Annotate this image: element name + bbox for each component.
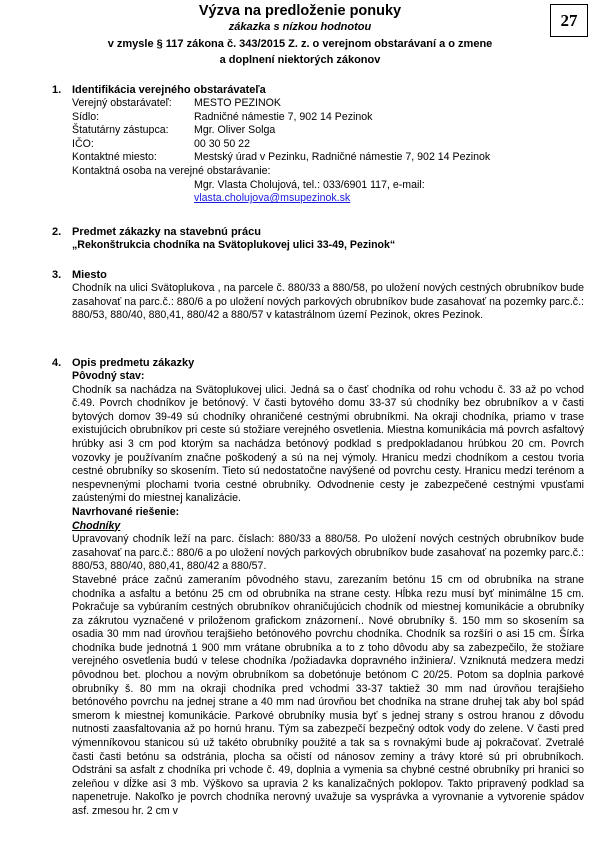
section-number: 4. xyxy=(52,357,62,369)
section-number: 3. xyxy=(52,269,62,281)
original-state-text: Chodník sa nachádza na Svätoplukovej ulici. Jedná sa o časť chodníka od rohu vchodu č. 33 až po vchod č.49. Povrch chodníkov je betónový. V časti bytového domu 33-37 sú chodníky bez obrubníkov a v časti bytových domov 39-49 sú chodníky ohraničené cestnými obrubníkmi. Na okraji chodníka, priamo v trase existujúcich obrubníkov pri ceste sú stožiare verejného osvetlenia. Miestna komunikácia má povrch asfaltový hrúbky asi 3 cm pod ktorým sa nachádza betónový podklad s predpokladanou hrúbkou 20 cm. Povrch vozovky je používaním značne poškodený a sú na nej výmoly. Hranicu medzi chodníkom a cestou tvoria cestné obrubníky so skosením. Tieto sú nedostatočne navýšené od povrchu cesty. Hranicu medzi terénom a nespevnenými plochami tvoria cestné obrubníky. Odvodnenie cesty je zabezpečené cestnými vpusťami zaústenými do miestnej kanalizácie. xyxy=(72,383,584,505)
section-4-body xyxy=(72,370,584,819)
detail-value: MESTO PEZINOK xyxy=(194,97,281,109)
section-number: 1. xyxy=(52,84,62,96)
sidewalks-paragraph-1: Upravovaný chodník leží na parc. číslach: 880/33 a 880/58. Po uložení nových cestných obrubníkov bude zasahovať na parc.č.: 880/6 a po uložení nových parkových obrubníkov bude zasahovať na pozemky parc.č.: 880/53, 880/40, 880,41, 880/42 a 880/57. xyxy=(72,533,584,573)
original-state-heading: Pôvodný stav: xyxy=(72,370,145,382)
section-title: Predmet zákazky na stavebnú prácu xyxy=(72,226,261,238)
section-title: Miesto xyxy=(72,269,107,281)
sidewalks-heading: Chodníky xyxy=(72,519,121,532)
section-4-heading xyxy=(52,357,194,369)
detail-row xyxy=(72,138,584,152)
detail-value: Radničné námestie 7, 902 14 Pezinok xyxy=(194,110,373,123)
detail-label: IČO: xyxy=(72,137,94,150)
law-reference xyxy=(60,36,540,68)
contracting-authority-details xyxy=(72,97,584,206)
detail-row xyxy=(72,111,584,125)
proposed-solution-heading: Navrhované riešenie: xyxy=(72,505,180,518)
document-title: Výzva na predloženie ponuky xyxy=(198,3,402,19)
contact-person-label: Kontaktná osoba na verejné obstarávanie: xyxy=(72,164,271,177)
detail-label: Štatutárny zástupca: xyxy=(72,124,169,137)
detail-label: Sídlo: xyxy=(72,110,100,123)
contact-person-value: Mgr. Vlasta Cholujová, tel.: 033/6901 117, e-mail: xyxy=(194,178,425,191)
detail-value: Mgr. Oliver Solga xyxy=(194,124,276,137)
document-subtitle: zákazka s nízkou hodnotou xyxy=(228,21,372,33)
section-2-heading xyxy=(52,226,261,238)
law-line-2: a doplnení niektorých zákonov xyxy=(219,54,381,66)
section-title: Identifikácia verejného obstarávateľa xyxy=(72,84,266,96)
section-title: Opis predmetu zákazky xyxy=(72,357,195,369)
detail-value: 00 30 50 22 xyxy=(194,137,250,150)
email-link[interactable]: vlasta.cholujova@msupezinok.sk xyxy=(194,192,351,205)
location-text: Chodník na ulici Svätoplukova , na parcele č. 880/33 a 880/58, po uložení nových cestných obrubníkov bude zasahovať na parc.č.: 880/6 a po uložení nových parkových obrubníkov bude zasahovať na pozemky parc.č.: 880/53, 880/40, 880,41, 880/42 a 880/57 v katastrálnom území Pezinok, okres Pezinok. xyxy=(72,282,584,322)
page-number-box: 27 xyxy=(550,4,588,37)
contract-subject: „Rekonštrukcia chodníka na Svätoplukovej ulici 33-49, Pezinok“ xyxy=(72,239,396,251)
section-3-heading xyxy=(52,269,107,281)
detail-label: Verejný obstarávateľ: xyxy=(72,97,172,109)
section-number: 2. xyxy=(52,226,62,238)
detail-label: Kontaktné miesto: xyxy=(72,151,157,164)
sidewalks-paragraph-2: Stavebné práce začnú zameraním pôvodného stavu, zarezaním betónu 15 cm od obrubníka na strane chodníka a asfaltu a betónu 25 cm od obrubníka na strane cesty. Hĺbka rezu musí byť minimálne 15 cm. Pokračuje sa vybúraním cestných obrubníkov ohraničujúcich chodník od miestnej komunikácie a obrubníky za zákrutou vyznačené v priloženom grafickom znázornení.. Nové obrubníky š. 150 mm so skosením sa osadia 30 mm nad úrovňou terajšieho betónového povrchu chodníka. Chodník sa rozšíri o asi 15 cm. Šírka chodníka bude jednotná 1 900 mm vrátane obrubníka a to z toho dôvodu aby sa zabezpečilo, že stožiare verejného osvetlenia budú v telese chodníka /požiadavka dopravného inžiniera/. Vzniknutá medzera medzi pôvodnou bet. plochou a novým obrubníkom sa dobetónuje betónom C 20/25. Potom sa doplnia parkové obrubníky š. 80 mm na okraji chodníka pred vchodmi 33-37 taktiež 30 mm nad úrovňou terajšieho betónového povrchu na jednej strane a 40 mm nad úrovňou bet chodníka na strane druhej tak aby bol spád smerom k miestnej komunikácie. Parkové obrubníky musia byť s jednej strany s ostrou hranou z dôvodu nutnosti zaasfaltovania až po hornú hranu. Tým sa zabezpečí bezpečný odtok vody do zelene. V časti pred výmenníkovou stanicou sú už takéto obrubníky použité a tak sa s rovnakými bude aj pokračovať. Zvetralé časti časti betónu sa odstránia, plocha sa očistí od nánosov zeminy a trávy ktoré sú pri obrubníkoch. Odstráni sa asfalt z chodníka pri vchode č. 49, doplnia a vymenia sa chybné cestné obrubníky pri hranici so zeleňou v dĺžke asi 3 mb. Výškovo sa upravia 2 ks kanalizačných poklopov. Takto pripravený podklad sa napenetruje. Nakoľko je povrch chodníka nerovný uvažuje sa vysprávka a vyrovnanie a vytvorenie spádov asf. zmesou hr. 2 cm v xyxy=(72,573,584,817)
detail-value: Mestský úrad v Pezinku, Radničné námestie 7, 902 14 Pezinok xyxy=(194,151,491,164)
law-line-1: v zmysle § 117 zákona č. 343/2015 Z. z. o verejnom obstarávaní a o zmene xyxy=(107,38,493,50)
section-1-heading xyxy=(52,84,266,96)
detail-row xyxy=(72,97,584,111)
detail-row xyxy=(72,151,584,165)
detail-row xyxy=(72,124,584,138)
